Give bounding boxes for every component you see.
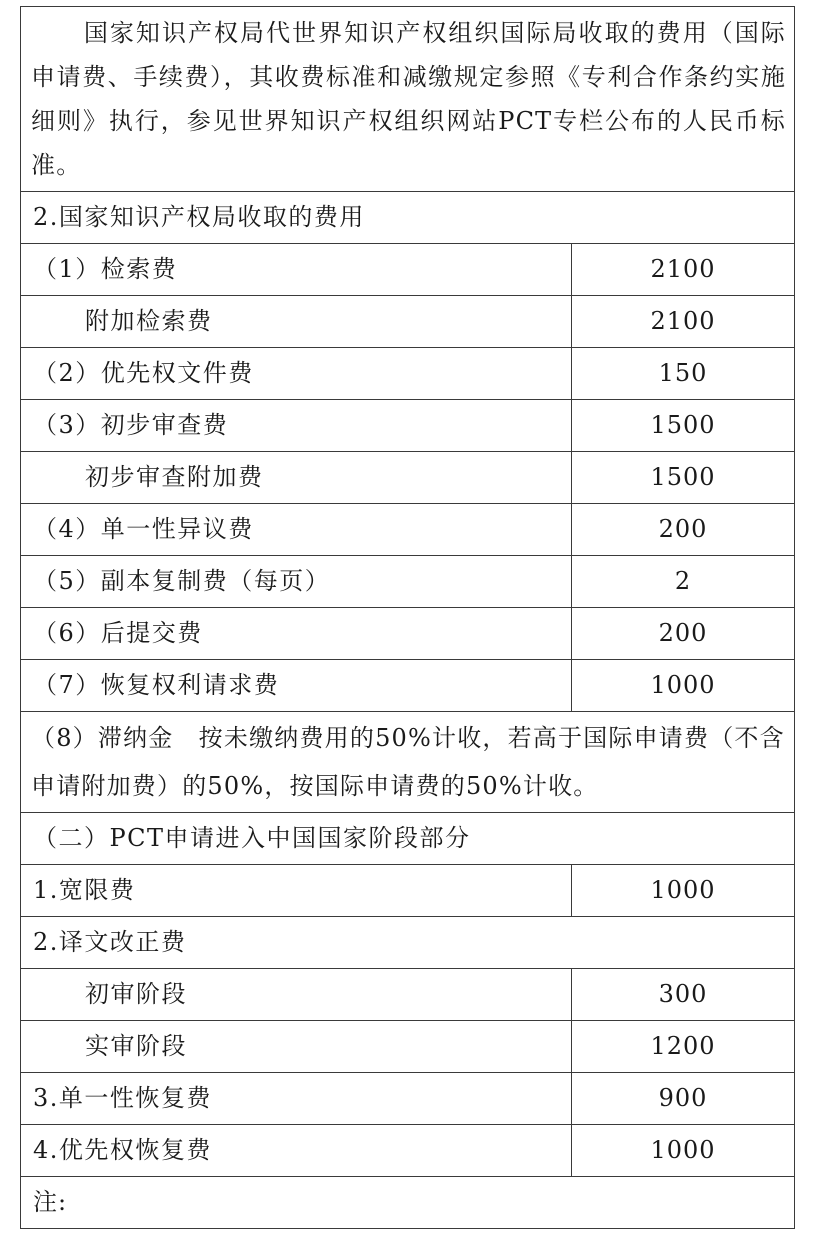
- fee-row: [21, 865, 795, 917]
- fee-label: （3）初步审查费: [21, 400, 572, 452]
- subsection-heading-row: [21, 917, 795, 969]
- fee-row: [21, 452, 795, 504]
- fee-label: （4）单一性异议费: [21, 504, 572, 556]
- fee-table: [20, 6, 795, 1229]
- fee-label: （5）副本复制费（每页）: [21, 556, 572, 608]
- fee-amount: 1000: [572, 1125, 795, 1177]
- note-row: [21, 1177, 795, 1229]
- translation-correction-heading: 2.译文改正费: [21, 917, 795, 969]
- fee-label: 实审阶段: [21, 1021, 572, 1073]
- fee-label: （1）检索费: [21, 244, 572, 296]
- fee-label: 附加检索费: [21, 296, 572, 348]
- intro-row: [21, 7, 795, 192]
- late-fee-text: （8）滞纳金 按未缴纳费用的50%计收，若高于国际申请费（不含申请附加费）的50%，按国际申请费的50%计收。: [21, 712, 795, 813]
- section-heading-row: [21, 813, 795, 865]
- fee-amount: 300: [572, 969, 795, 1021]
- fee-amount: 1500: [572, 452, 795, 504]
- section-national-phase-heading: （二）PCT申请进入中国国家阶段部分: [21, 813, 795, 865]
- fee-label: 1.宽限费: [21, 865, 572, 917]
- fee-schedule-document: [20, 6, 794, 1229]
- note-label: 注:: [21, 1177, 795, 1229]
- fee-amount: 1500: [572, 400, 795, 452]
- fee-row: [21, 556, 795, 608]
- fee-row: [21, 608, 795, 660]
- fee-amount: 900: [572, 1073, 795, 1125]
- late-fee-row: [21, 712, 795, 813]
- fee-amount: 1000: [572, 660, 795, 712]
- section-intl-fees-heading: 2.国家知识产权局收取的费用: [21, 192, 795, 244]
- fee-row: [21, 1125, 795, 1177]
- fee-amount: 150: [572, 348, 795, 400]
- fee-amount: 200: [572, 608, 795, 660]
- fee-row: [21, 348, 795, 400]
- fee-amount: 2: [572, 556, 795, 608]
- fee-row: [21, 969, 795, 1021]
- fee-label: （7）恢复权利请求费: [21, 660, 572, 712]
- fee-row: [21, 660, 795, 712]
- fee-row: [21, 400, 795, 452]
- fee-amount: 200: [572, 504, 795, 556]
- fee-amount: 2100: [572, 296, 795, 348]
- fee-row: [21, 1021, 795, 1073]
- fee-label: 4.优先权恢复费: [21, 1125, 572, 1177]
- fee-amount: 1000: [572, 865, 795, 917]
- fee-label: 初审阶段: [21, 969, 572, 1021]
- fee-row: [21, 1073, 795, 1125]
- section-heading-row: [21, 192, 795, 244]
- fee-row: [21, 504, 795, 556]
- fee-label: 3.单一性恢复费: [21, 1073, 572, 1125]
- fee-label: （6）后提交费: [21, 608, 572, 660]
- fee-amount: 2100: [572, 244, 795, 296]
- intro-paragraph-text: 国家知识产权局代世界知识产权组织国际局收取的费用（国际申请费、手续费），其收费标准和减缴规定参照《专利合作条约实施细则》执行，参见世界知识产权组织网站PCT专栏公布的人民币标准。: [31, 19, 787, 179]
- fee-label: （2）优先权文件费: [21, 348, 572, 400]
- fee-amount: 1200: [572, 1021, 795, 1073]
- fee-row: [21, 244, 795, 296]
- intro-paragraph: [21, 7, 795, 192]
- fee-row: [21, 296, 795, 348]
- fee-label: 初步审查附加费: [21, 452, 572, 504]
